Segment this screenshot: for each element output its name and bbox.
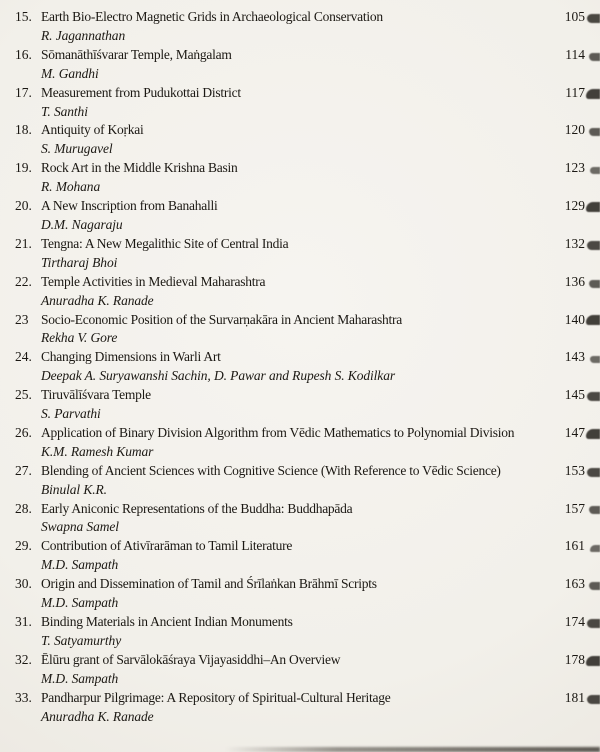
- entry-page-number: 114: [565, 46, 585, 62]
- entry-title: Ēlūru grant of Sarvālokāśraya Vijayasiddhi–An Overview: [41, 651, 341, 667]
- toc-entry: [15, 537, 585, 575]
- scan-smudge-mark: [590, 167, 600, 174]
- entry-body: [41, 84, 585, 122]
- entry-title-row: [41, 46, 585, 65]
- entry-title: Temple Activities in Medieval Maharashtra: [41, 273, 266, 289]
- entry-title: Pandharpur Pilgrimage: A Repository of Spiritual-Cultural Heritage: [41, 689, 391, 705]
- toc-entry: [15, 84, 585, 122]
- entry-page-number: 161: [564, 538, 585, 554]
- toc-entry: [15, 273, 585, 311]
- entry-page-number: 117: [565, 84, 585, 100]
- entry-title: Rock Art in the Middle Krishna Basin: [41, 160, 238, 176]
- entry-number: 18.: [15, 122, 32, 138]
- entry-number: 32.: [15, 651, 32, 667]
- entry-page-number: 181: [564, 689, 585, 705]
- entry-title-row: [41, 651, 585, 670]
- entry-title-row: [41, 84, 585, 103]
- entry-page-number: 153: [564, 462, 585, 478]
- toc-entry: [15, 613, 585, 651]
- entry-title-row: [41, 197, 585, 216]
- entry-author: S. Murugavel: [41, 141, 113, 157]
- entry-title: Sōmanāthīśvarar Temple, Maṅgalam: [41, 46, 232, 62]
- entry-page-number: 123: [564, 160, 585, 176]
- scan-smudge-mark: [586, 656, 600, 666]
- entry-author: R. Jagannathan: [41, 27, 126, 43]
- entry-title: Binding Materials in Ancient Indian Monuments: [41, 614, 293, 629]
- entry-author: K.M. Ramesh Kumar: [41, 443, 154, 459]
- entry-number: 19.: [15, 160, 32, 176]
- toc-entry: [15, 197, 585, 235]
- entry-number: 31.: [15, 614, 32, 629]
- toc-entry: [15, 235, 585, 273]
- entry-title-row: [41, 500, 585, 519]
- entry-body: [41, 273, 585, 311]
- entry-title-row: [41, 613, 585, 632]
- entry-number: 17.: [15, 84, 32, 100]
- entry-page-number: 105: [564, 9, 585, 24]
- scan-smudge-mark: [586, 89, 600, 99]
- entry-number: 24.: [15, 349, 32, 365]
- entry-title-row: [41, 386, 585, 405]
- entry-number: 16.: [15, 46, 32, 62]
- entry-body: [41, 575, 585, 613]
- entry-author: S. Parvathi: [41, 406, 101, 422]
- entry-body: [41, 197, 585, 235]
- entry-title-row: [41, 689, 585, 708]
- entry-page-number: 132: [564, 235, 585, 251]
- toc-entry: [15, 424, 585, 462]
- scan-smudge-mark: [589, 128, 600, 136]
- entry-title: Blending of Ancient Sciences with Cognitive Science (With Reference to Vēdic Science): [41, 462, 501, 478]
- scan-smudge-mark: [589, 506, 600, 514]
- entry-body: [41, 462, 585, 500]
- toc-entry: [15, 46, 585, 84]
- entry-body: [41, 235, 585, 273]
- entry-title-row: [41, 159, 585, 178]
- entry-body: [41, 424, 585, 462]
- entry-author: M.D. Sampath: [41, 557, 119, 573]
- entry-body: [41, 500, 585, 538]
- scan-smudge-mark: [587, 14, 600, 23]
- entry-title-row: [41, 424, 585, 443]
- entry-title: Tengna: A New Megalithic Site of Central India: [41, 235, 289, 251]
- scan-smudge-mark: [589, 582, 600, 590]
- entry-number: 25.: [15, 387, 32, 403]
- toc-entry: [15, 575, 585, 613]
- entry-title: Early Aniconic Representations of the Buddha: Buddhapāda: [41, 500, 353, 516]
- entry-title-row: [41, 273, 585, 292]
- entry-title-row: [41, 311, 585, 330]
- entry-number: 30.: [15, 576, 32, 592]
- entry-page-number: 178: [564, 651, 585, 667]
- entry-page-number: 120: [564, 122, 585, 138]
- entry-author: Tirtharaj Bhoi: [41, 254, 118, 270]
- entry-author: Anuradha K. Ranade: [41, 708, 154, 724]
- entry-title-row: [41, 348, 585, 367]
- entry-author: Anuradha K. Ranade: [41, 292, 154, 308]
- entry-number: 20.: [15, 198, 32, 214]
- scan-smudge-mark: [586, 202, 600, 212]
- entry-author: Binulal K.R.: [41, 481, 107, 497]
- entry-number: 15.: [15, 9, 32, 24]
- scan-smudge-mark: [587, 468, 600, 477]
- entry-number: 27.: [15, 462, 32, 478]
- entry-body: [41, 311, 585, 349]
- toc-entry: [15, 386, 585, 424]
- entry-title: Socio-Economic Position of the Survarṇakāra in Ancient Maharashtra: [41, 311, 403, 327]
- entry-body: [41, 121, 585, 159]
- toc-entry: [15, 348, 585, 386]
- entry-body: [41, 537, 585, 575]
- entry-title-row: [41, 8, 585, 27]
- entry-title: Application of Binary Division Algorithm from Vēdic Mathematics to Polynomial Division: [41, 424, 515, 440]
- entry-title-row: [41, 575, 585, 594]
- entry-body: [41, 8, 585, 46]
- scan-smudge-mark: [586, 315, 600, 325]
- scan-bottom-shadow: [225, 747, 600, 752]
- scan-smudge-mark: [586, 429, 600, 439]
- entry-title: A New Inscription from Banahalli: [41, 198, 218, 214]
- toc-entry: [15, 651, 585, 689]
- entry-body: [41, 46, 585, 84]
- entry-body: [41, 386, 585, 424]
- entry-author: T. Satyamurthy: [41, 632, 122, 648]
- entry-body: [41, 651, 585, 689]
- scan-smudge-mark: [589, 280, 600, 288]
- entry-number: 22.: [15, 273, 32, 289]
- toc-entry: [15, 8, 585, 46]
- entry-page-number: 174: [564, 614, 585, 629]
- scan-smudge-mark: [587, 392, 600, 401]
- scan-smudge-mark: [587, 619, 600, 628]
- entry-body: [41, 159, 585, 197]
- entry-title: Changing Dimensions in Warli Art: [41, 349, 221, 365]
- entry-title: Earth Bio-Electro Magnetic Grids in Archaeological Conservation: [41, 9, 383, 24]
- toc-entry: [15, 311, 585, 349]
- entry-number: 21.: [15, 235, 32, 251]
- scan-smudge-mark: [587, 241, 600, 250]
- entry-number: 28.: [15, 500, 32, 516]
- entry-title: Origin and Dissemination of Tamil and Śrīlaṅkan Brāhmī Scripts: [41, 576, 377, 592]
- entry-body: [41, 613, 585, 651]
- toc-entry: [15, 689, 585, 727]
- entry-number: 33.: [15, 689, 32, 705]
- entry-number: 23: [15, 311, 29, 327]
- entry-page-number: 129: [564, 198, 585, 214]
- toc-entry: [15, 121, 585, 159]
- entry-page-number: 163: [564, 576, 585, 592]
- entry-author: M.D. Sampath: [41, 595, 119, 611]
- toc-entry: [15, 159, 585, 197]
- entry-number: 29.: [15, 538, 32, 554]
- entry-title: Measurement from Pudukottai District: [41, 84, 241, 100]
- entry-title-row: [41, 121, 585, 140]
- entry-title-row: [41, 462, 585, 481]
- entry-author: D.M. Nagaraju: [41, 216, 123, 232]
- entry-page-number: 136: [564, 273, 585, 289]
- entry-author: T. Santhi: [41, 103, 88, 119]
- entry-title-row: [41, 235, 585, 254]
- entry-title: Tiruvālīśvara Temple: [41, 387, 151, 403]
- entry-title: Contribution of Ativīrarāman to Tamil Literature: [41, 538, 293, 554]
- entry-page-number: 147: [564, 424, 585, 440]
- scan-smudge-mark: [590, 545, 600, 552]
- entry-page-number: 143: [564, 349, 585, 365]
- scan-smudge-mark: [589, 53, 600, 61]
- entry-title-row: [41, 537, 585, 556]
- entry-page-number: 145: [564, 387, 585, 403]
- entry-body: [41, 348, 585, 386]
- entry-author: Swapna Samel: [41, 519, 119, 535]
- entry-title: Antiquity of Koṛkai: [41, 122, 144, 138]
- toc-entry: [15, 500, 585, 538]
- toc-entry: [15, 462, 585, 500]
- scan-smudge-mark: [590, 356, 600, 363]
- entry-body: [41, 689, 585, 727]
- entry-number: 26.: [15, 424, 32, 440]
- entry-page-number: 140: [564, 311, 585, 327]
- entry-author: Rekha V. Gore: [41, 330, 118, 346]
- entry-author: R. Mohana: [41, 179, 101, 195]
- entry-author: Deepak A. Suryawanshi Sachin, D. Pawar and Rupesh S. Kodilkar: [41, 368, 395, 384]
- entry-author: M.D. Sampath: [41, 670, 119, 686]
- entry-page-number: 157: [564, 500, 585, 516]
- scan-smudge-mark: [587, 695, 600, 704]
- entry-author: M. Gandhi: [41, 65, 99, 81]
